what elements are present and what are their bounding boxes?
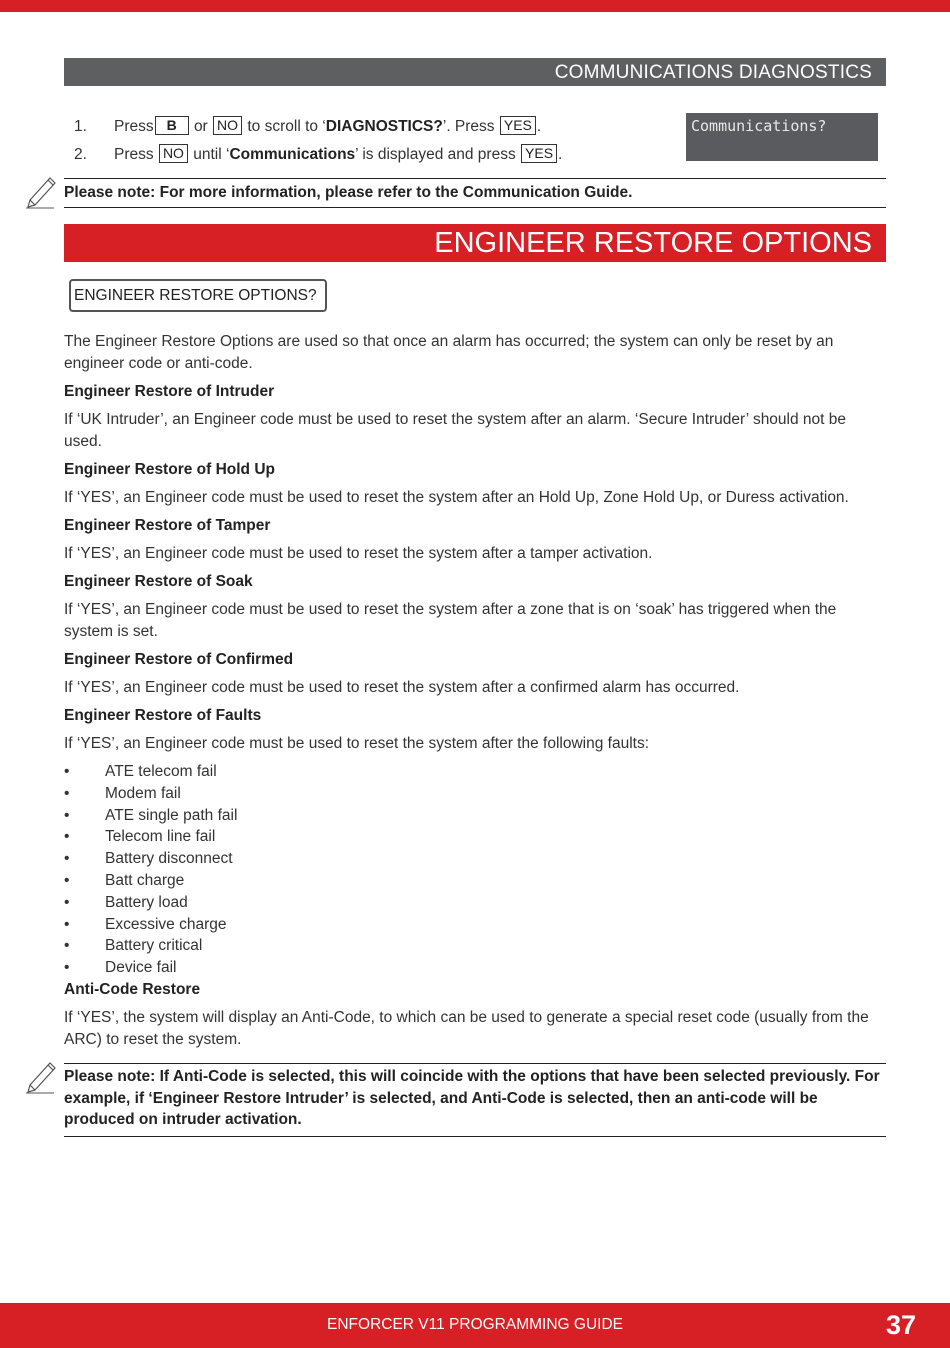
bullet: • [64, 871, 70, 889]
fault-label: Modem fail [105, 784, 181, 802]
fault-label: Battery critical [105, 937, 203, 955]
option-text: If ‘YES’, an Engineer code must be used to reset the system after a zone that is on ‘soak’ has triggered when the system is set. [64, 601, 837, 640]
footer-bar [0, 1303, 950, 1348]
list-item [64, 892, 886, 914]
list-item [64, 848, 886, 870]
option-text: If ‘YES’, an Engineer code must be used to reset the system after the following faults: [64, 735, 650, 752]
step-after-text: ’. Press [442, 118, 495, 135]
list-item [64, 935, 886, 957]
step-number: 2. [74, 146, 87, 163]
list-item [64, 870, 886, 892]
section-header-engineer-restore: ENGINEER RESTORE OPTIONS [64, 224, 886, 262]
intro-paragraph: The Engineer Restore Options are used so that once an alarm has occurred; the system can only be reset by an engineer code or anti-code. [64, 333, 834, 372]
option-text: If ‘YES’, an Engineer code must be used to reset the system after a tamper activation. [64, 545, 653, 562]
step-or-word: or [193, 118, 208, 135]
step-end: . [558, 146, 563, 163]
option-text: If ‘YES’, an Engineer code must be used to reset the system after a confirmed alarm has occurred. [64, 679, 740, 696]
option-heading: Engineer Restore of Confirmed [64, 651, 294, 668]
step-after-text: ’ is displayed and press [355, 146, 516, 163]
page-number: 37 [885, 1310, 916, 1340]
key-yes: YES [500, 116, 536, 135]
bullet: • [64, 763, 70, 780]
pencil-icon [24, 173, 58, 209]
step-bold-text: Communications [229, 146, 356, 163]
key-yes: YES [521, 144, 557, 163]
bullet: • [64, 959, 70, 977]
option-heading: Engineer Restore of Faults [64, 707, 262, 724]
list-item [64, 914, 886, 936]
steps-list [64, 114, 664, 170]
fault-label: Telecom line fail [105, 828, 216, 846]
fault-label: ATE single path fail [105, 806, 238, 824]
step-text [114, 114, 541, 140]
fault-label: Batt charge [105, 871, 185, 889]
bullet: • [64, 937, 70, 955]
step-1 [64, 114, 664, 142]
step-mid-text: to scroll to ‘ [247, 118, 326, 135]
option-heading: Engineer Restore of Tamper [64, 517, 271, 534]
step-press-word: Press [114, 146, 154, 163]
step-text [114, 142, 562, 168]
option-heading: Engineer Restore of Hold Up [64, 461, 275, 478]
fault-label: Excessive charge [105, 915, 227, 933]
option-heading: Engineer Restore of Soak [64, 573, 253, 590]
list-item [64, 805, 886, 827]
note-communication-guide: Please note: For more information, please refer to the Communication Guide. [64, 178, 886, 208]
bullet: • [64, 915, 70, 933]
step-2 [64, 142, 664, 170]
fault-label: Battery disconnect [105, 850, 233, 868]
faults-list [64, 761, 886, 979]
fault-label: ATE telecom fail [105, 763, 217, 780]
step-mid-text: until ‘ [193, 146, 230, 163]
bullet: • [64, 828, 70, 846]
section-header-communications: COMMUNICATIONS DIAGNOSTICS [64, 58, 886, 86]
list-item [64, 957, 886, 979]
list-item [64, 826, 886, 848]
anticode-heading: Anti-Code Restore [64, 980, 201, 998]
note-anticode: Please note: If Anti-Code is selected, this will coincide with the options that have been selected previously. For example, if ‘Engineer Restore Intruder’ is selected, and Anti-Code is selected, then an anti-code will be produced on intruder activation. [64, 1063, 886, 1137]
bullet: • [64, 893, 70, 911]
bullet: • [64, 784, 70, 802]
key-no: NO [213, 116, 242, 135]
step-number: 1. [74, 118, 87, 135]
key-b: B [155, 116, 189, 135]
bullet: • [64, 806, 70, 824]
option-text: If ‘YES’, an Engineer code must be used to reset the system after an Hold Up, Zone Hold Up, or Duress activation. [64, 489, 849, 506]
step-end: . [536, 118, 542, 135]
list-item [64, 761, 886, 783]
top-red-bar [0, 0, 950, 12]
bullet: • [64, 850, 70, 868]
option-heading: Engineer Restore of Intruder [64, 383, 275, 400]
step-press-word: Press [114, 118, 154, 135]
body-content [64, 331, 886, 1057]
anticode-text: If ‘YES’, the system will display an Anti-Code, to which can be used to generate a special reset code (usually from the ARC) to reset the system. [64, 1008, 869, 1048]
menu-prompt-box: ENGINEER RESTORE OPTIONS? [69, 279, 327, 312]
option-text: If ‘UK Intruder’, an Engineer code must be used to reset the system after an alarm. ‘Secure Intruder’ should not be used. [64, 411, 847, 450]
pencil-icon [24, 1058, 58, 1094]
footer-title: ENFORCER V11 PROGRAMMING GUIDE [327, 1316, 623, 1333]
list-item [64, 783, 886, 805]
lcd-display: Communications? [686, 113, 878, 161]
fault-label: Device fail [105, 959, 177, 977]
step-bold-text: DIAGNOSTICS? [325, 118, 443, 135]
key-no: NO [159, 144, 188, 163]
fault-label: Battery load [105, 893, 188, 911]
